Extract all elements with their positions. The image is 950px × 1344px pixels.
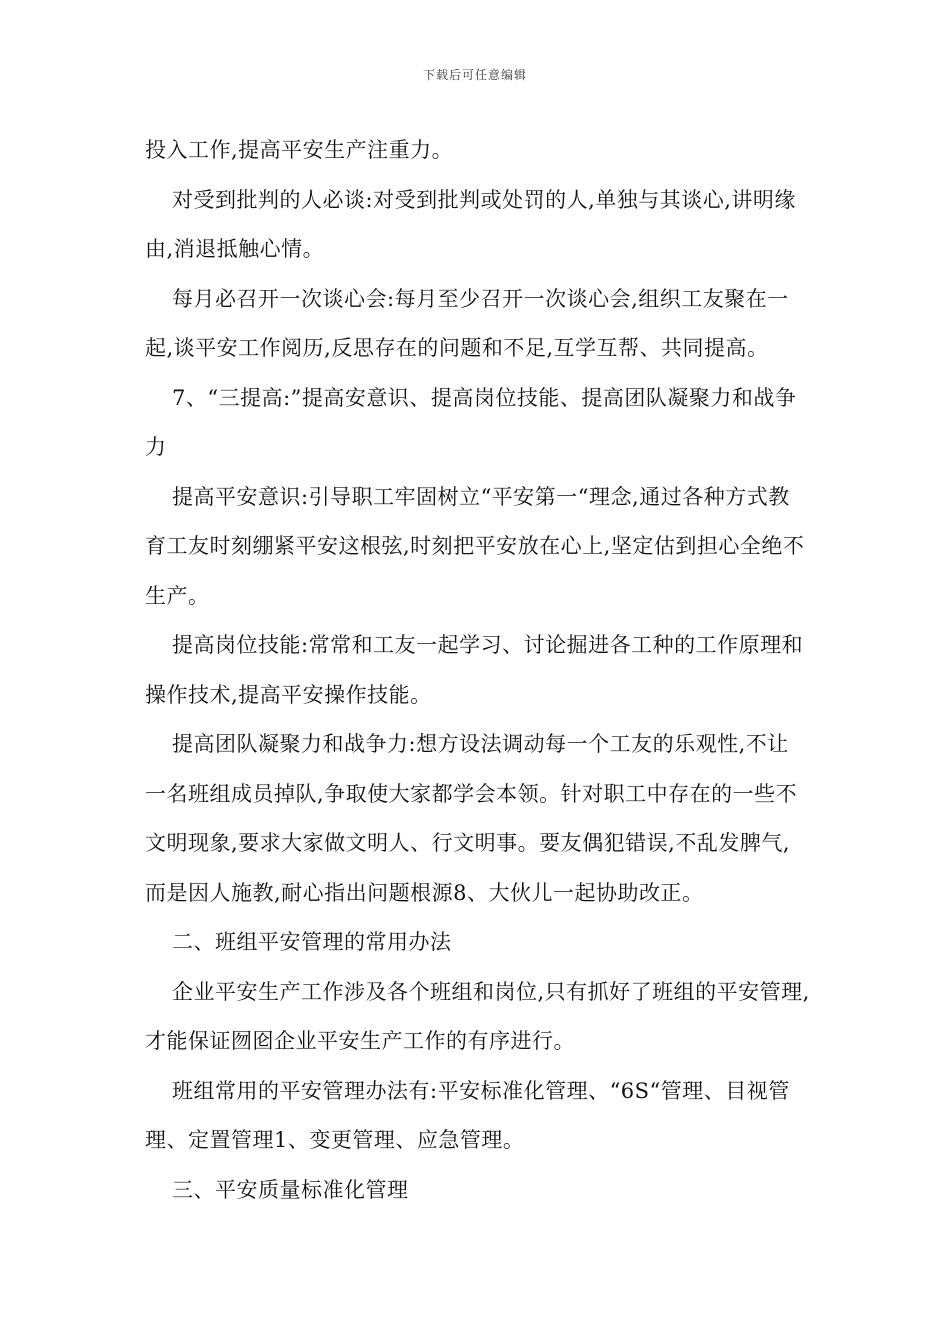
document-body bbox=[145, 126, 810, 1215]
paragraph: 班组常用的平安管理办法有:平安标准化管理、“6S“管理、目视管理、定置管理1、变更管理、应急管理。 bbox=[145, 1078, 790, 1152]
paragraph: 提高岗位技能:常常和工友一起学习、讨论掘进各工种的工作原理和操作技术,提高平安操作技能。 bbox=[145, 633, 804, 707]
paragraph: 提高平安意识:引导职工牢固树立“平安第一“理念,通过各种方式教育工友时刻绷紧平安这根弦,时刻把平安放在心上,坚定估到担心全绝不生产。 bbox=[145, 484, 805, 608]
paragraph: 企业平安生产工作涉及各个班组和岗位,只有抓好了班组的平安管理,才能保证囫囵企业平安生产工作的有序进行。 bbox=[145, 979, 810, 1053]
section-heading: 二、班组平安管理的常用办法 bbox=[172, 930, 452, 954]
paragraph: 投入工作,提高平安生产注重力。 bbox=[145, 138, 454, 162]
paragraph: 对受到批判的人必谈:对受到批判或处罚的人,单独与其谈心,讲明缘由,消退抵触心情。 bbox=[145, 187, 796, 261]
paragraph: 每月必召开一次谈心会:每月至少召开一次谈心会,组织工友聚在一起,谈平安工作阅历,反思存在的问题和不足,互学互帮、共同提高。 bbox=[145, 286, 789, 360]
paragraph: 提高团队凝聚力和战争力:想方设法调动每一个工友的乐观性,不让一名班组成员掉队,争取使大家都学会本领。针对职工中存在的一些不文明现象,要求大家做文明人、行文明事。要友偶犯错误,不乱发脾气,而是因人施教,耐心指出问题根源8、大伙儿一起协助改正。 bbox=[145, 732, 798, 905]
paragraph: 7、“三提高:”提高安意识、提高岗位技能、提高团队凝聚力和战争力 bbox=[145, 385, 797, 459]
page-header: 下载后可任意编辑 bbox=[422, 68, 527, 82]
section-heading: 三、平安质量标准化管理 bbox=[172, 1177, 409, 1202]
